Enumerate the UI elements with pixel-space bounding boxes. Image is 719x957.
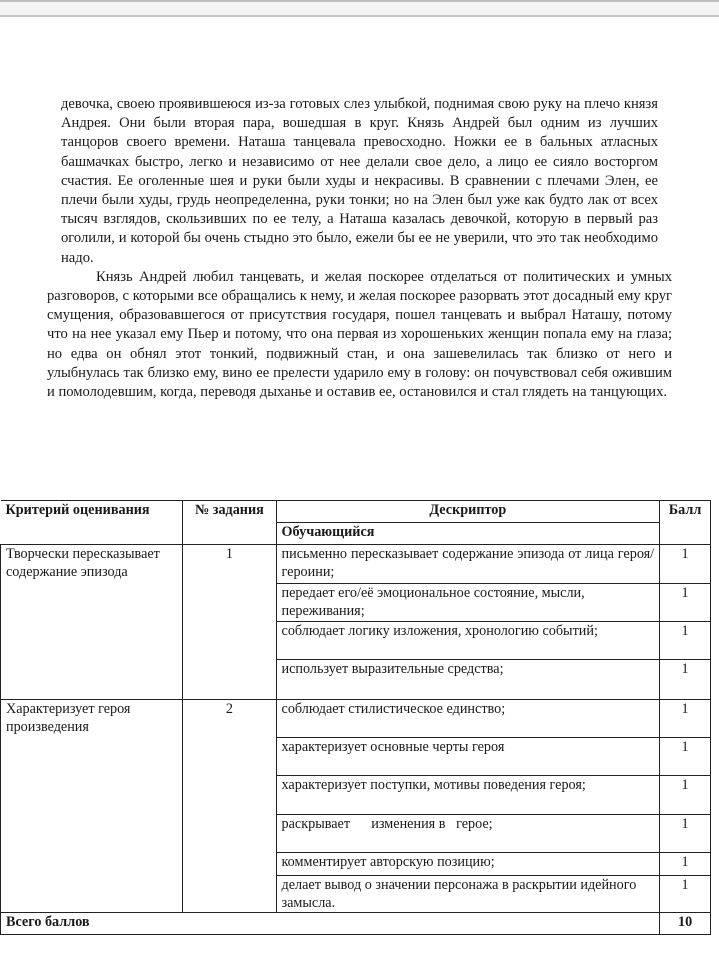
passage-paragraph-1: девочка, своею проявившеюся из-за готовых слез улыбкой, поднимая свою руку на плечо князя Андрея. Они были вторая пара, вошедшая в круг. Князь Андрей был одним из лучших танцоров своего времени. Наташа танцевала превосходно. Ножки ее в бальных атласных башмачках быстро, легко и независимо от нее делали свое дело, а лицо ее сияло восторгом счастия. Ее оголенные шея и руки были худы и некрасивы. В сравнении с плечами Элен, ее плечи были худы, грудь неопределенна, руки тонки; но на Элен был уже как будто лак от всех тысяч взглядов, скользивших по ее телу, а Наташа казалась девочкой, которую в первый раз оголили, и которой бы очень стыдно это было, ежели бы ее не уверили, что это так необходимо надо. <box>61 96 658 266</box>
descriptor-cell: комментирует авторскую позицию; <box>276 853 660 876</box>
score-cell: 1 <box>660 622 711 660</box>
header-score: Балл <box>660 501 711 545</box>
table-row <box>1 545 711 584</box>
descriptor-cell: соблюдает логику изложения, хронологию событий; <box>276 622 660 660</box>
header-criterion: Критерий оценивания <box>1 501 183 545</box>
score-cell: 1 <box>660 815 711 853</box>
descriptor-cell: передает его/её эмоциональное состояние, мысли, переживания; <box>276 584 660 622</box>
header-descriptor-subject: Обучающийся <box>276 523 660 545</box>
header-task-number: № задания <box>183 501 276 545</box>
viewer-toolbar <box>0 0 719 17</box>
score-cell: 1 <box>660 584 711 622</box>
score-cell: 1 <box>660 853 711 876</box>
total-row <box>1 913 711 935</box>
score-cell: 1 <box>660 660 711 700</box>
passage-paragraph-2: Князь Андрей любил танцевать, и желая поскорее отделаться от политических и умных разговоров, с которыми все обращались к нему, и желая поскорее разорвать этот досадный ему круг смущения, образовавшегося от присутствия государя, пошел танцевать и выбрал Наташу, потому что на нее указал ему Пьер и потому, что она первая из хорошеньких женщин попала ему на глаза; но едва он обнял этот тонкий, подвижный стан, и она зашевелилась так близко от него и улыбнулась так близко ему, вино ее прелести ударило ему в голову: он почувствовал себя ожившим и помолодевшим, когда, переводя дыханье и оставив ее, остановился и стал глядеть на танцующих. <box>47 268 672 401</box>
table-row <box>1 700 711 738</box>
descriptor-cell: использует выразительные средства; <box>276 660 660 700</box>
literary-passage <box>47 95 672 402</box>
score-cell: 1 <box>660 700 711 738</box>
task-number-cell: 1 <box>183 545 276 700</box>
criterion-cell: Творчески пересказывает содержание эпизода <box>1 545 183 700</box>
score-cell: 1 <box>660 776 711 815</box>
descriptor-cell: соблюдает стилистическое единство; <box>276 700 660 738</box>
table-header-row <box>1 501 711 523</box>
score-cell: 1 <box>660 545 711 584</box>
score-cell: 1 <box>660 738 711 776</box>
criterion-cell: Характеризует героя произведения <box>1 700 183 913</box>
descriptor-cell: характеризует основные черты героя <box>276 738 660 776</box>
score-cell: 1 <box>660 876 711 913</box>
descriptor-cell: делает вывод о значении персонажа в раскрытии идейного замысла. <box>276 876 660 913</box>
total-score: 10 <box>660 913 711 935</box>
descriptor-cell: характеризует поступки, мотивы поведения героя; <box>276 776 660 815</box>
header-descriptor: Дескриптор <box>276 501 660 523</box>
assessment-rubric-table <box>0 500 711 935</box>
total-label: Всего баллов <box>1 913 660 935</box>
descriptor-cell: письменно пересказывает содержание эпизода от лица героя/героини; <box>276 545 660 584</box>
descriptor-cell: раскрывает изменения в герое; <box>276 815 660 853</box>
task-number-cell: 2 <box>183 700 276 913</box>
